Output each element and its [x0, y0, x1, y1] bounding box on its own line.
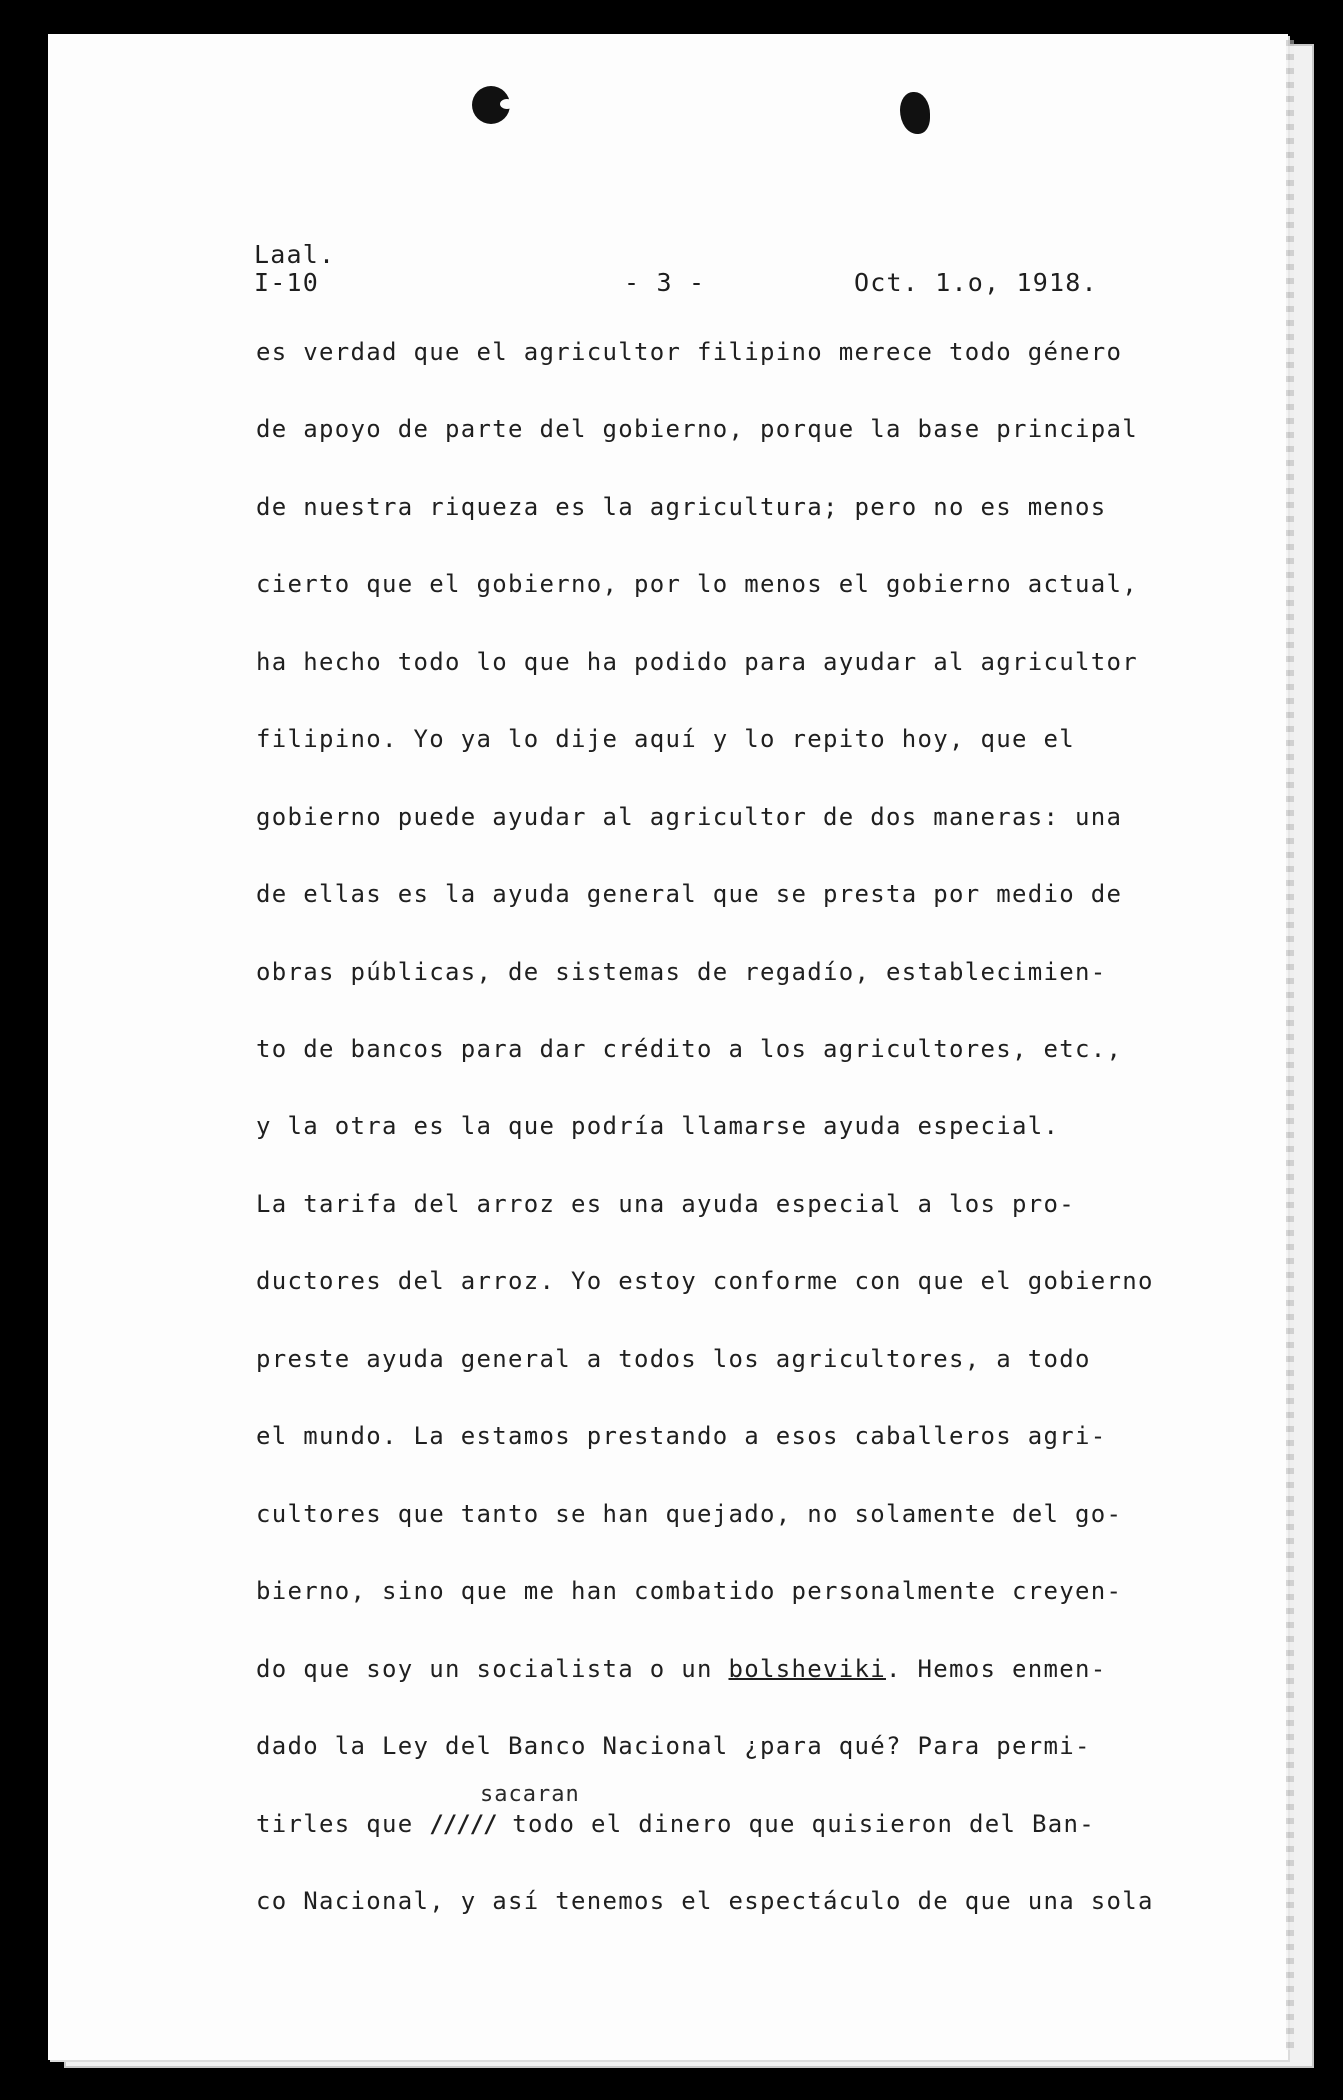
text-line: dado la Ley del Banco Nacional ¿para qué? Para permi-: [256, 1732, 1091, 1760]
header-code: I-10: [254, 268, 320, 297]
text-line: filipino. Yo ya lo dije aquí y lo repito hoy, que el: [256, 725, 1075, 753]
text-line: cultores que tanto se han quejado, no solamente del go-: [256, 1500, 1123, 1528]
text-line: [256, 1782, 1095, 1838]
text-line: de ellas es la ayuda general que se presta por medio de: [256, 880, 1123, 908]
text-line: preste ayuda general a todos los agricultores, a todo: [256, 1345, 1091, 1373]
text-line: bierno, sino que me han combatido personalmente creyen-: [256, 1577, 1123, 1605]
text-line: La tarifa del arroz es una ayuda especial a los pro-: [256, 1190, 1075, 1218]
text-segment: . Hemos enmen-: [885, 1655, 1107, 1683]
strike-marks: /////: [429, 1810, 497, 1838]
text-line: de nuestra riqueza es la agricultura; pero no es menos: [256, 493, 1107, 521]
sheet-edge: [1286, 40, 1294, 2050]
header-initials: Laal.: [254, 240, 336, 269]
punch-hole-right: [900, 92, 930, 134]
text-line: ductores del arroz. Yo estoy conforme con que el gobierno: [256, 1267, 1154, 1295]
text-segment: do que soy un socialista o un: [256, 1655, 729, 1683]
header-date: Oct. 1.o, 1918.: [854, 268, 1098, 297]
handwritten-insertion: sacaran: [480, 1782, 580, 1807]
text-line: obras públicas, de sistemas de regadío, establecimien-: [256, 958, 1107, 986]
text-line: y la otra es la que podría llamarse ayuda especial.: [256, 1112, 1060, 1140]
text-line: cierto que el gobierno, por lo menos el gobierno actual,: [256, 570, 1138, 598]
text-line: ha hecho todo lo que ha podido para ayudar al agricultor: [256, 648, 1138, 676]
text-line: to de bancos para dar crédito a los agricultores, etc.,: [256, 1035, 1123, 1063]
text-segment: todo el dinero que quisieron del Ban-: [496, 1810, 1095, 1838]
text-line: co Nacional, y así tenemos el espectáculo de que una sola: [256, 1887, 1154, 1915]
struck-out-word: [429, 1810, 496, 1838]
text-line: el mundo. La estamos prestando a esos caballeros agri-: [256, 1422, 1107, 1450]
text-line: de apoyo de parte del gobierno, porque la base principal: [256, 415, 1138, 443]
header-page-marker: - 3 -: [624, 268, 706, 297]
text-line: gobierno puede ayudar al agricultor de dos maneras: una: [256, 803, 1123, 831]
punch-hole-left: [472, 86, 510, 124]
underlined-word: bolsheviki: [728, 1655, 886, 1683]
text-segment: tirles que: [256, 1810, 430, 1838]
text-line: [256, 1655, 1106, 1683]
text-line: es verdad que el agricultor filipino merece todo género: [256, 338, 1123, 366]
